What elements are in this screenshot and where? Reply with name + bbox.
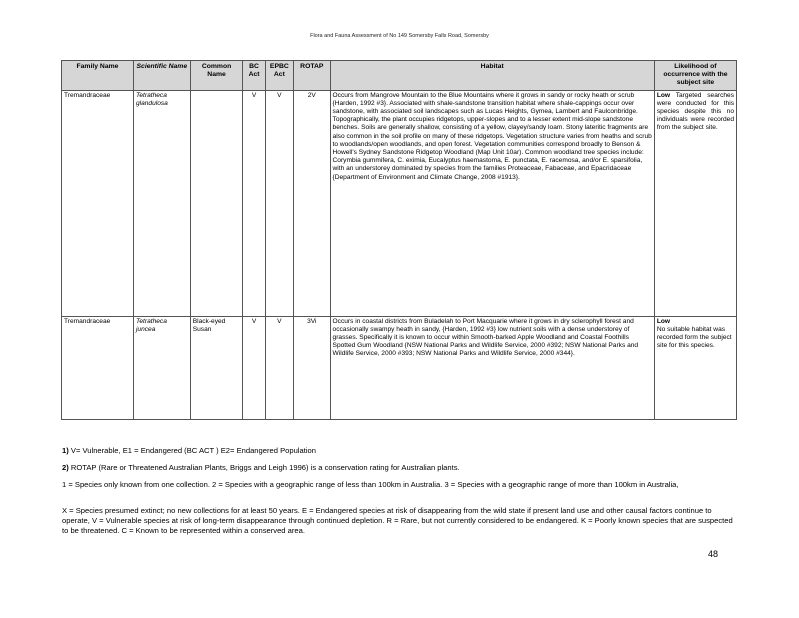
- species-table: [61, 60, 737, 420]
- page-number: 48: [708, 549, 719, 559]
- note-text: X = Species presumed extinct; no new collections for at least 50 years. E = Endangered species at risk of disappearing from the wild state if present land use and other causal factors continue to operate, V = Vulnerable species at risk of long-term disappearance through continued depletion. R = Rare, but not currently considered to be endangered. K = Poorly known species that are suspected to be threatened. C = Known to be represented within a conserved area.: [62, 506, 733, 535]
- cell-common: [190, 90, 243, 316]
- cell-rotap: 3Vi: [294, 316, 330, 419]
- header-epbc-act: EPBC Act: [265, 61, 293, 91]
- table-row: [62, 316, 737, 419]
- header-scientific-name: Scientific Name: [133, 61, 190, 91]
- note-text: ROTAP (Rare or Threatened Australian Plants, Briggs and Leigh 1996) is a conservation rating for Australian plants.: [70, 463, 460, 472]
- header-likelihood: Likelihood of occurrence with the subject site: [654, 61, 736, 91]
- header-habitat: Habitat: [330, 61, 654, 91]
- cell-epbc: V: [265, 90, 293, 316]
- note-rotap: [62, 463, 738, 473]
- cell-scientific: Tetratheca glandulosa: [133, 90, 190, 316]
- note-range-codes: [62, 480, 738, 490]
- note-conservation-codes: [62, 446, 738, 456]
- table-header-row: [62, 61, 737, 91]
- cell-scientific: Tetratheca juncea: [133, 316, 190, 419]
- table-row: [62, 90, 737, 316]
- cell-habitat: Occurs from Mangrove Mountain to the Blue Mountains where it grows in sandy or rocky heath or scrub {Harden, 1992 #3}. Associated with shale-sandstone transition habitat where shale-cappings occur over sandstone, with associated soil landscapes such as Lucas Heights, Gymea, Lambert and Faulconbridge. Topographically, the plant occupies ridgetops, upper-slopes and to a lesser extent mid-slope sandstone benches. Soils are generally shallow, consisting of a yellow, clayey/sandy loam. Stony lateritic fragments are also common in the soil profile on many of these ridgetops. Vegetation structure varies from heaths and scrub to woodlands/open woodlands, and open forest. Vegetation communities correspond broadly to Benson & Howell's Sydney Sandstone Ridgetop Woodland (Map Unit 10ar). Common woodland tree species include: Corymbia gummifera, C. eximia, Eucalyptus haemastoma, E. punctata, E. racemosa, and/or E. sparsifolia, with an understorey dominated by species from the families Proteaceae, Fabaceae, and Epacridaceae {Department of Environment and Climate Change, 2008 #1913}.: [330, 90, 654, 316]
- note-text: V= Vulnerable, E1 = Endangered (BC ACT ) E2= Endangered Population: [70, 446, 316, 455]
- cell-likelihood: [654, 316, 736, 419]
- page-header: Flora and Fauna Assessment of No 149 Somersby Falls Road, Somersby: [310, 33, 489, 39]
- note-status-codes: [62, 506, 738, 536]
- note-number: 2): [62, 463, 69, 472]
- cell-family: Tremandraceae: [62, 316, 134, 419]
- cell-epbc: V: [265, 316, 293, 419]
- cell-rotap: 2V: [294, 90, 330, 316]
- likelihood-text: Targeted searches were conducted for this species despite this no individuals were recorded from the subject site.: [656, 91, 735, 132]
- header-family-name: Family Name: [62, 61, 134, 91]
- note-number: 1): [62, 446, 69, 455]
- header-rotap: ROTAP: [294, 61, 330, 91]
- note-text: 1 = Species only known from one collection. 2 = Species with a geographic range of less than 100km in Australia. 3 = Species with a geographic range of more than 100km in Australia,: [62, 480, 679, 489]
- likelihood-text: No suitable habitat was recorded form the subject site for this species.: [656, 325, 732, 350]
- header-bc-act: BC Act: [243, 61, 265, 91]
- cell-family: Tremandraceae: [62, 90, 134, 316]
- cell-bc: V: [243, 316, 265, 419]
- likelihood-level: Low: [656, 91, 671, 99]
- cell-habitat: Occurs in coastal districts from Buladelah to Port Macquarie where it grows in dry sclerophyll forest and occasionally swampy heath in sandy, {Harden, 1992 #3} low nutrient soils with a dense understorey of grasses. Specifically it is known to occur within Smooth-barked Apple Woodland and Coastal Foothills Spotted Gum Woodland {NSW National Parks and Wildlife Service, 2000 #392; NSW National Parks and Wildlife Service, 2000 #393; NSW National Parks and Wildlife Service, 2000 #344}.: [330, 316, 654, 419]
- header-common-name: Common Name: [190, 61, 243, 91]
- cell-likelihood: [654, 90, 736, 316]
- likelihood-level: Low: [656, 317, 671, 325]
- cell-common: Black-eyed Susan: [190, 316, 243, 419]
- cell-bc: V: [243, 90, 265, 316]
